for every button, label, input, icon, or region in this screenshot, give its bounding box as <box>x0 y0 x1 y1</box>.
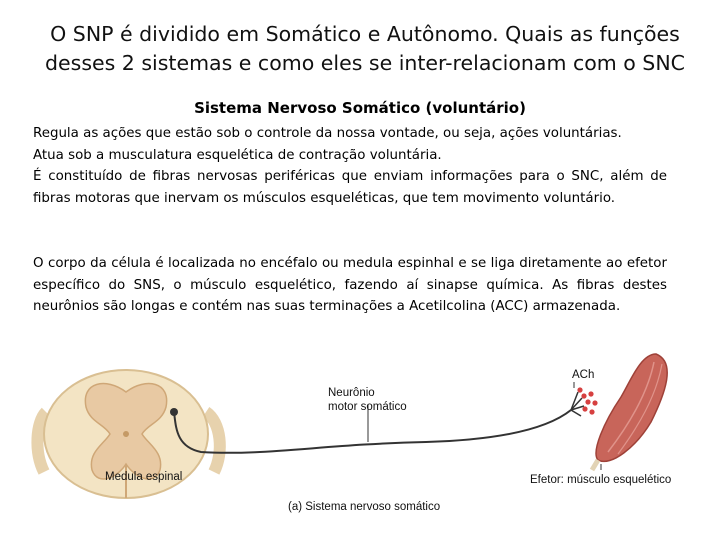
label-spinal-cord: Medula espinal <box>105 471 183 483</box>
skeletal-muscle-illustration <box>592 354 667 470</box>
paragraph-line: Atua sob a musculatura esquelética de contração voluntária. <box>33 147 442 163</box>
label-neuron-line-1: Neurônio <box>328 387 375 399</box>
section-subtitle: Sistema Nervoso Somático (voluntário) <box>194 99 526 117</box>
slide-title <box>30 20 700 78</box>
label-effector: Efetor: músculo esquelético <box>530 474 672 486</box>
paragraph-cell-body: O corpo da célula é localizada no encéfalo ou medula espinhal e se liga diretamente ao efetor específico do SNS, o músculo esquelético, fazendo aí sinapse química. As fibras destes neurônios são longas e contém nas suas terminações a Acetilcolina (ACC) armazenada. <box>33 256 667 315</box>
motor-neuron-axon <box>174 410 571 453</box>
label-ach: ACh <box>572 369 595 381</box>
paragraph-line: Regula as ações que estão sob o controle da nossa vontade, ou seja, ações voluntárias. <box>33 126 622 141</box>
paragraph-voluntary-actions <box>33 123 667 210</box>
label-neuron-line-2: motor somático <box>328 401 407 413</box>
slide-title-line-2: desses 2 sistemas e como eles se inter-relacionam com o SNC <box>45 51 685 75</box>
ach-vesicles <box>577 387 597 414</box>
slide-title-line-1: O SNP é dividido em Somático e Autônomo. Quais as funções <box>50 22 680 46</box>
figure-caption: (a) Sistema nervoso somático <box>288 501 441 513</box>
paragraph-line: É constituído de fibras nervosas periféricas que enviam informações para o SNC, além de fibras motoras que inervam os músculos esqueléticas, que tem movimento voluntário. <box>33 169 667 207</box>
somatic-nervous-system-figure <box>26 352 684 524</box>
figure-illustration <box>26 352 684 524</box>
